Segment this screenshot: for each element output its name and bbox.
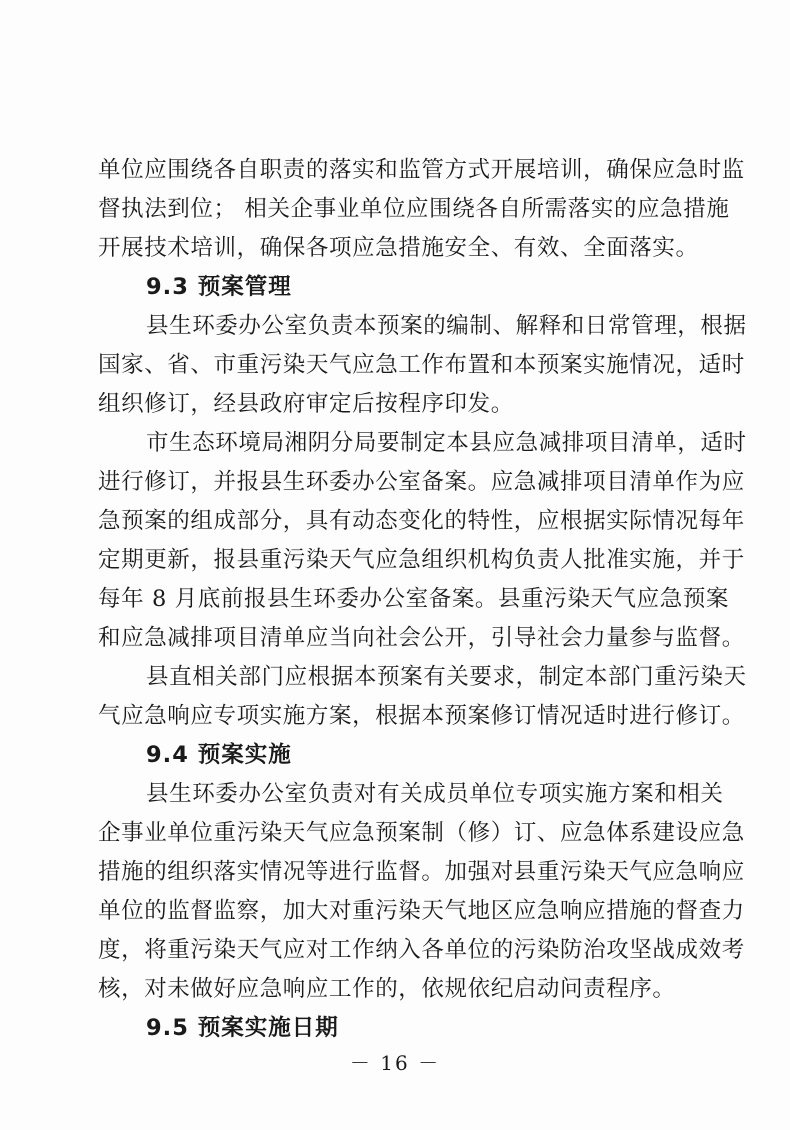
section-heading-9-5: 9.5 预案实施日期 (146, 1015, 339, 1041)
paragraph-line: 县生环委办公室负责对有关成员单位专项实施方案和相关 (146, 781, 724, 807)
paragraph-line: 县直相关部门应根据本预案有关要求，制定本部门重污染天 (146, 664, 747, 690)
section-heading-9-3: 9.3 预案管理 (146, 274, 292, 300)
paragraph-line: 企事业单位重污染天气应急预案制（修）订、应急体系建设应急 (98, 820, 745, 846)
paragraph-line: 国家、省、市重污染天气应急工作布置和本预案实施情况，适时 (98, 352, 745, 378)
paragraph-line: 督执法到位； 相关企事业单位应围绕各自所需落实的应急措施 (98, 196, 730, 222)
paragraph-line: 度，将重污染天气应对工作纳入各单位的污染防治攻坚战成效考 (98, 937, 745, 963)
paragraph-line: 组织修订，经县政府审定后按程序印发。 (98, 391, 514, 417)
paragraph-line: 措施的组织落实情况等进行监督。加强对县重污染天气应急响应 (98, 859, 745, 885)
paragraph-line: 单位的监督监察，加大对重污染天气地区应急响应措施的督查力 (98, 898, 745, 924)
paragraph-line: 定期更新，报县重污染天气应急组织机构负责人批准实施，并于 (98, 547, 745, 573)
paragraph-line: 开展技术培训，确保各项应急措施安全、有效、全面落实。 (98, 235, 699, 261)
paragraph-line: 县生环委办公室负责本预案的编制、解释和日常管理，根据 (146, 313, 747, 339)
paragraph-line: 市生态环境局湘阴分局要制定本县应急减排项目清单，适时 (146, 430, 747, 456)
paragraph-line: 和应急减排项目清单应当向社会公开，引导社会力量参与监督。 (98, 625, 745, 651)
paragraph-line: 气应急响应专项实施方案，根据本预案修订情况适时进行修订。 (98, 703, 745, 729)
paragraph-line: 每年 8 月底前报县生环委办公室备案。县重污染天气应急预案 (98, 586, 730, 612)
paragraph-line: 单位应围绕各自职责的落实和监管方式开展培训，确保应急时监 (98, 157, 745, 183)
paragraph-line: 核，对未做好应急响应工作的，依规依纪启动问责程序。 (98, 976, 676, 1002)
paragraph-line: 急预案的组成部分，具有动态变化的特性，应根据实际情况每年 (98, 508, 745, 534)
paragraph-line: 进行修订，并报县生环委办公室备案。应急减排项目清单作为应 (98, 469, 745, 495)
page-number: － 16 － (349, 1051, 441, 1075)
section-heading-9-4: 9.4 预案实施 (146, 742, 292, 768)
